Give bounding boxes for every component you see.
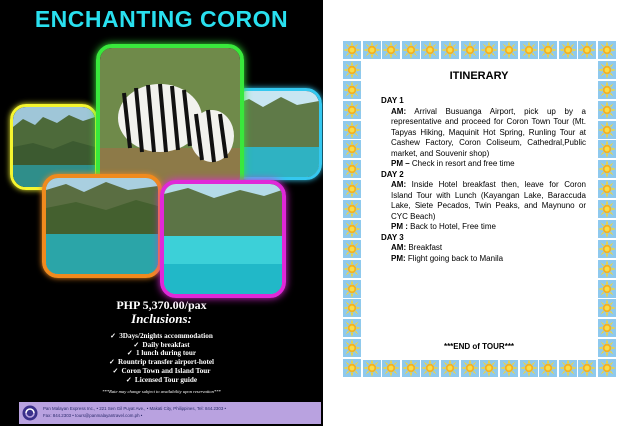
sun-icon — [598, 240, 616, 258]
sun-icon — [598, 180, 616, 198]
photo-limestone-bay — [42, 174, 162, 278]
sun-icon — [343, 81, 361, 99]
inclusions-heading: Inclusions: — [131, 311, 192, 326]
sun-icon — [598, 359, 616, 377]
sun-icon — [461, 41, 479, 59]
sun-icon — [421, 359, 439, 377]
sun-icon — [343, 339, 361, 357]
sun-icon — [500, 359, 518, 377]
sun-icon — [539, 359, 557, 377]
day3-am: AM: Breakfast — [391, 243, 443, 252]
company-logo-icon — [22, 405, 38, 421]
check-icon: ✓ — [133, 340, 140, 349]
sun-icon — [343, 240, 361, 258]
sun-icon — [343, 220, 361, 238]
sun-icon — [382, 41, 400, 59]
sun-icon — [343, 359, 361, 377]
price: PHP 5,370.00/pax — [116, 298, 207, 312]
day1-pm: PM – Check in resort and free time — [391, 159, 515, 168]
day-label: DAY 1 — [381, 96, 404, 105]
list-item: ✓ Licensed Tour guide — [125, 375, 198, 384]
sun-icon — [343, 180, 361, 198]
flyer-title: ENCHANTING CORON — [34, 6, 289, 32]
sun-icon — [578, 359, 596, 377]
check-icon: ✓ — [110, 332, 117, 340]
sun-icon — [343, 299, 361, 317]
sun-icon — [441, 359, 459, 377]
sun-icon — [598, 200, 616, 218]
sun-icon — [598, 61, 616, 79]
photo-zebras — [96, 44, 244, 192]
sun-icon — [343, 101, 361, 119]
sun-icon — [343, 260, 361, 278]
sun-icon — [480, 359, 498, 377]
sun-icon — [402, 359, 420, 377]
sun-icon — [559, 41, 577, 59]
itinerary-title: ITINERARY — [449, 70, 509, 82]
sun-icon — [520, 41, 538, 59]
sun-icon — [520, 359, 538, 377]
end-of-tour: ***END of TOUR*** — [443, 342, 515, 351]
sun-icon — [598, 319, 616, 337]
footer-address: Pan Malayan Express Inc., • 221 Sen Gil Puyat Ave., • Makati City, Philippines, Tel: 844.2303 • — [43, 406, 227, 411]
footer-bar — [19, 402, 321, 424]
sun-icon — [598, 81, 616, 99]
sun-icon — [598, 121, 616, 139]
day-label: DAY 2 — [381, 169, 404, 179]
sun-icon — [598, 41, 616, 59]
sun-icon — [559, 359, 577, 377]
lagoon-image — [233, 91, 319, 177]
check-icon: ✓ — [126, 349, 133, 358]
sun-icon — [382, 359, 400, 377]
list-item: ✓ Daily breakfast — [133, 340, 190, 349]
sun-icon — [480, 41, 498, 59]
list-item: ✓ 3Days/2nights accommodation — [110, 332, 213, 340]
rate-note: ***Rate may change subject to availability upon reservation*** — [102, 389, 221, 394]
sun-icon — [441, 41, 459, 59]
list-item: ✓ 1 lunch during tour — [126, 349, 197, 358]
day-label: DAY 3 — [381, 232, 404, 242]
itinerary-body — [381, 96, 586, 264]
sun-icon — [539, 41, 557, 59]
sun-icon — [578, 41, 596, 59]
sun-icon — [598, 220, 616, 238]
inclusions-list — [0, 332, 323, 384]
check-icon: ✓ — [112, 366, 119, 375]
check-icon: ✓ — [108, 358, 115, 367]
sun-icon — [343, 160, 361, 178]
day3-pm: PM: Flight going back to Manila — [391, 253, 504, 263]
itinerary-card — [362, 60, 596, 360]
sun-icon — [363, 359, 381, 377]
sun-icon — [402, 41, 420, 59]
footer-text — [43, 405, 319, 419]
sun-icon — [598, 280, 616, 298]
footer-contact: Fax: 844.2303 • tours@panmalayantravel.com.ph • — [43, 413, 143, 418]
day2-am: AM: Inside Hotel breakfast then, leave for Coron Island Tour with Lunch (Kayangan Lake, Baraccuda Lake, Siete Pecados, Twin Peaks, and Maynuno or CYC Beach) — [391, 180, 586, 221]
check-icon: ✓ — [125, 375, 132, 384]
sun-icon — [343, 200, 361, 218]
sun-icon — [598, 160, 616, 178]
zebras-image — [100, 48, 240, 188]
sun-icon — [343, 280, 361, 298]
day1-am: AM: Arrival Busuanga Airport, pick up by a representative and proceed for Coron Town Tour (Mt. Tapyas Hiking, Maquinit Hot Spring, Runling Tour at Cashew Factory, Coron Coliseum, Cathedral,Public market, and Souvenir shop) — [391, 106, 587, 158]
bay-image — [46, 178, 158, 274]
sun-icon — [598, 260, 616, 278]
sun-icon — [421, 41, 439, 59]
sun-icon — [343, 61, 361, 79]
sun-icon — [343, 41, 361, 59]
list-item: ✓ Rountrip transfer airport-hotel — [108, 358, 215, 367]
sun-icon — [598, 339, 616, 357]
sun-icon — [343, 140, 361, 158]
sun-icon — [461, 359, 479, 377]
sun-icon — [343, 319, 361, 337]
list-item: ✓ Coron Town and Island Tour — [112, 366, 211, 375]
lake-image — [164, 184, 282, 294]
sun-icon — [363, 41, 381, 59]
photo-turquoise-lake — [160, 180, 286, 298]
sun-icon — [598, 101, 616, 119]
day2-pm: PM : Back to Hotel, Free time — [391, 222, 496, 231]
sun-icon — [598, 140, 616, 158]
sun-icon — [598, 299, 616, 317]
sun-icon — [343, 121, 361, 139]
sun-icon — [500, 41, 518, 59]
